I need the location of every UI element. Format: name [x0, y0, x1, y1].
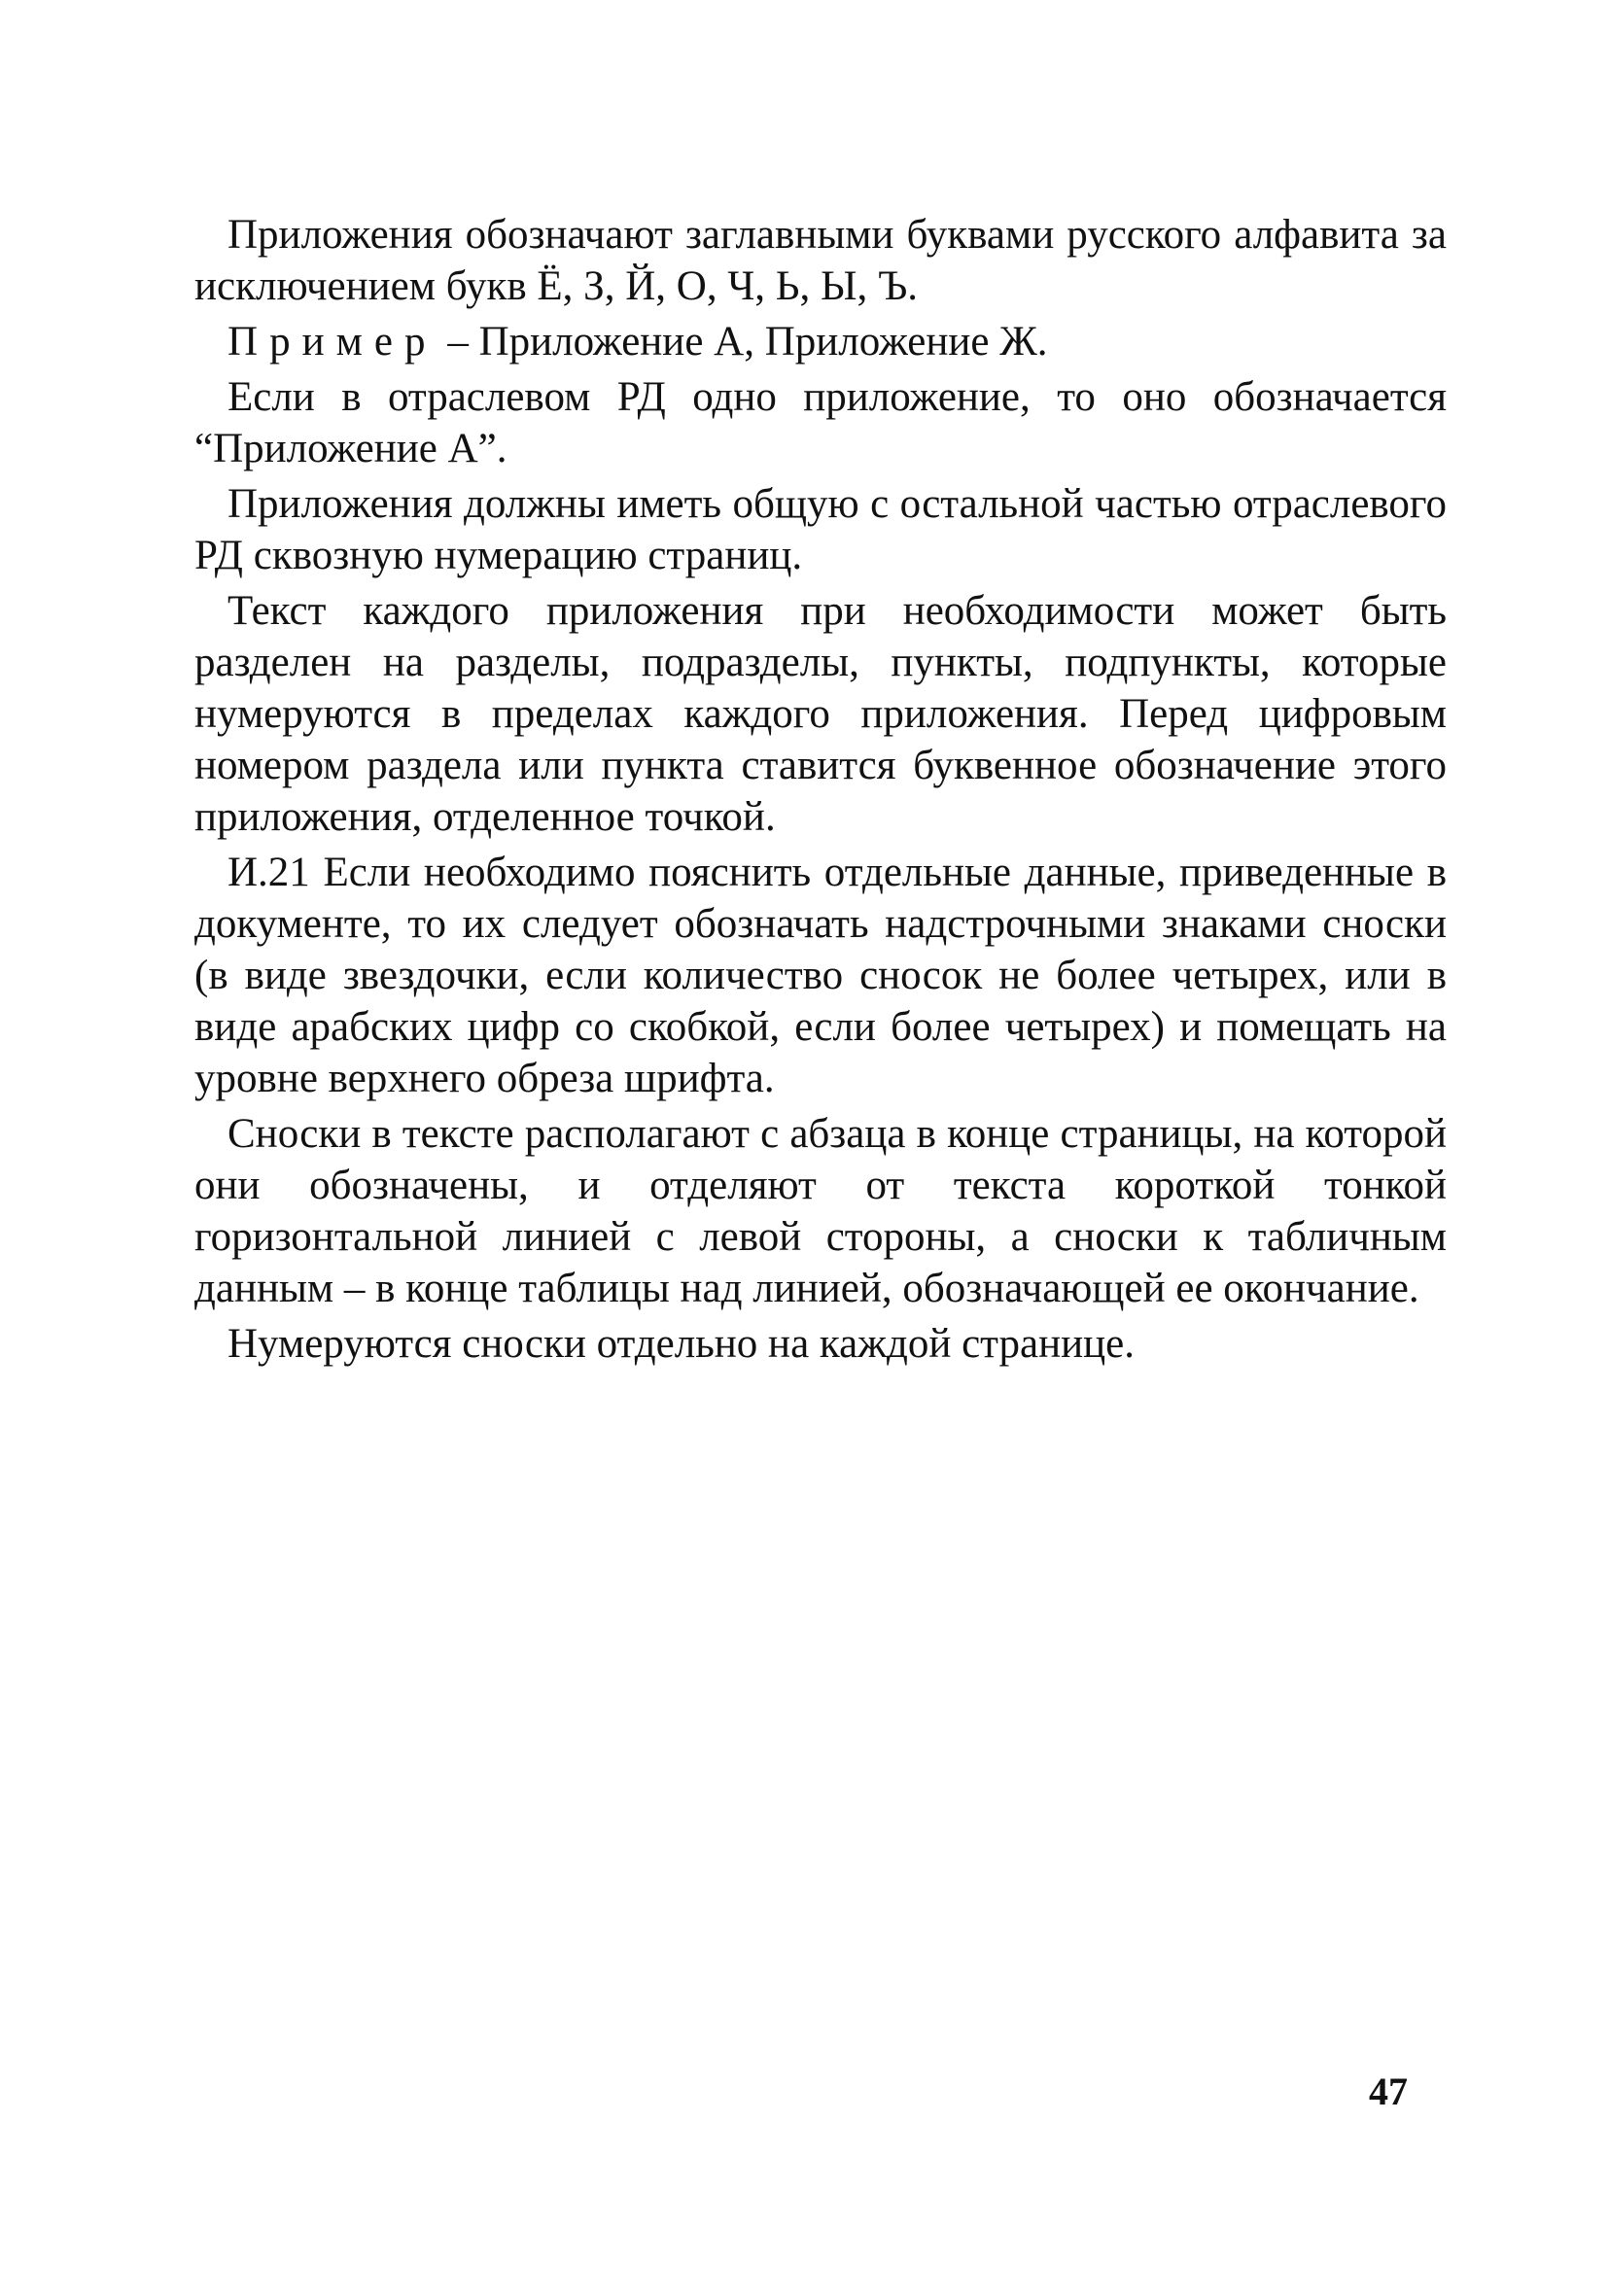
- paragraph-appendix-sections: Текст каждого приложения при необходимости может быть разделен на разделы, подразделы, пункты, подпункты, которые нумеруются в пределах каждого приложения. Перед цифровым номером раздела или пункта ставится буквенное обозначение этого приложения, отделенное точкой.: [194, 588, 1447, 840]
- paragraph-appendix-letters: Приложения обозначают заглавными буквами русского алфавита за исключением букв Ё, З, Й, О, Ч, Ь, Ы, Ъ.: [194, 212, 1447, 309]
- paragraph-footnote-placement: Сноски в тексте располагают с абзаца в конце страницы, на которой они обозначены, и отделяют от текста короткой тонкой горизонтальной линией с левой стороны, а сноски к табличным данным – в конце таблицы над линией, обозначающей ее окончание.: [194, 1111, 1447, 1311]
- paragraph-footnote-numbering: Нумеруются сноски отдельно на каждой странице.: [227, 1321, 1135, 1367]
- body-text: [194, 209, 1447, 1374]
- page-number: 47: [1369, 2070, 1408, 2113]
- paragraph-single-appendix: Если в отраслевом РД одно приложение, то оно обозначается “Приложение А”.: [194, 374, 1447, 471]
- example-label: Пример: [227, 319, 437, 365]
- paragraph-footnote-marks: И.21 Если необходимо пояснить отдельные данные, приведенные в документе, то их следует обозначать надстрочными знаками сноски (в виде звездочки, если количество сносок не более четырех, или в виде арабских цифр со скобкой, если более четырех) и помещать на уровне верхнего обреза шрифта.: [194, 850, 1447, 1101]
- paragraph-example: [194, 316, 1447, 367]
- example-text: Приложение А, Приложение Ж.: [478, 319, 1048, 365]
- paragraph-page-numbering: Приложения должны иметь общую с остальной частью отраслевого РД сквозную нумерацию страниц.: [194, 481, 1447, 578]
- example-dash: –: [437, 319, 479, 365]
